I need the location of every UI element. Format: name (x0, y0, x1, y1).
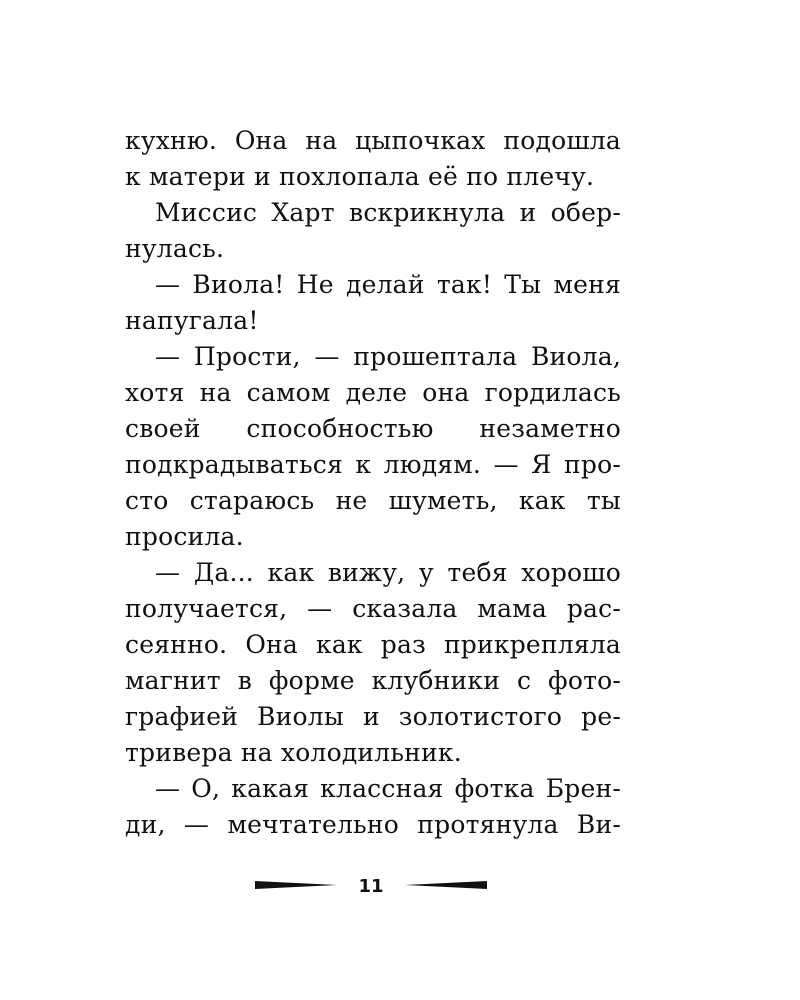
text-line: кухню. Она на цыпочках подошла (125, 126, 621, 155)
page-footer (255, 875, 487, 899)
page-number: 11 (358, 876, 384, 897)
text-line: к матери и похлопала её по плечу. (125, 162, 595, 191)
text-line: сеянно. Она как раз прикрепляла (125, 630, 621, 659)
text-line: получается, — сказала мама рас- (125, 594, 621, 623)
text-line: — Виола! Не делай так! Ты меня (155, 270, 621, 299)
left-ornament-rule (255, 881, 337, 889)
text-line: Миссис Харт вскрикнула и обер- (155, 198, 621, 227)
text-line: тривера на холодильник. (125, 738, 462, 767)
text-line: сто стараюсь не шуметь, как ты (125, 486, 621, 515)
text-line: напугала! (125, 306, 259, 335)
text-line: подкрадываться к людям. — Я про- (125, 450, 621, 479)
text-line: магнит в форме клубники с фото- (125, 666, 621, 695)
text-line: графией Виолы и золотистого ре- (125, 702, 621, 731)
text-line: хотя на самом деле она гордилась (125, 378, 621, 407)
text-line: ди, — мечтательно протянула Ви- (125, 810, 621, 839)
text-line: просила. (125, 522, 244, 551)
right-ornament-rule (405, 881, 487, 889)
text-line: своей способностью незаметно (125, 414, 621, 443)
text-line: — Да... как вижу, у тебя хорошо (155, 558, 621, 587)
text-line: — О, какая классная фотка Брен- (155, 774, 621, 803)
text-line: нулась. (125, 234, 225, 263)
text-line: — Прости, — прошептала Виола, (155, 342, 621, 371)
